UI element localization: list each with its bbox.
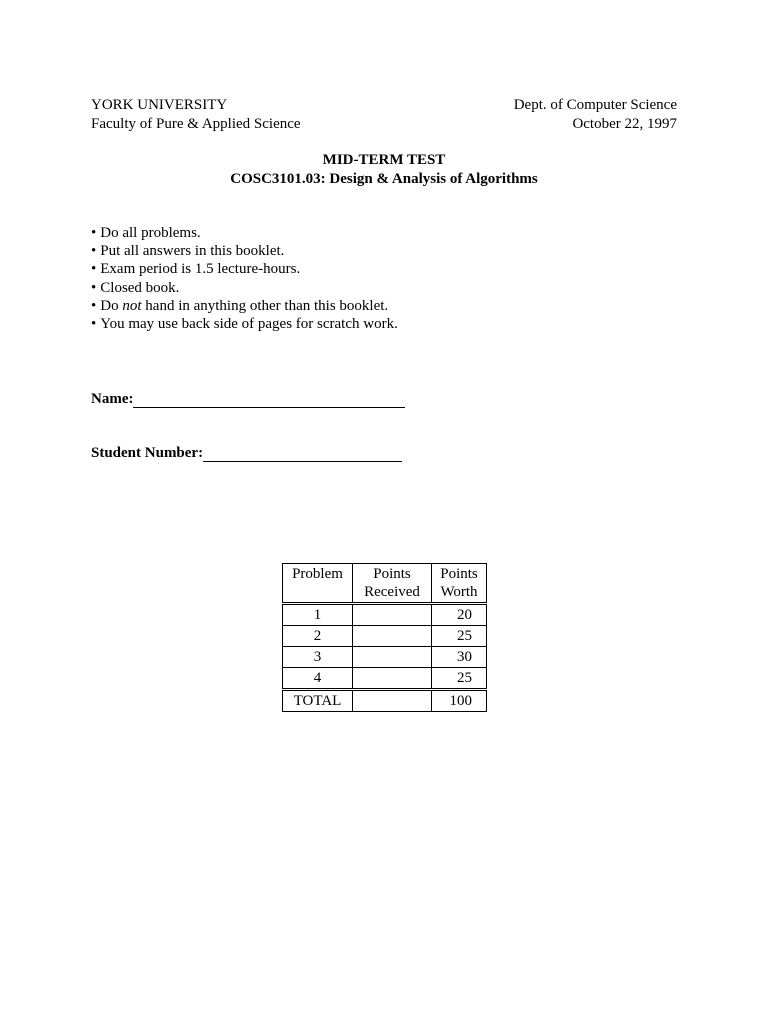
student-number-label: Student Number: <box>91 445 204 461</box>
exam-date: October 22, 1997 <box>572 116 677 132</box>
instruction-item: • Closed book. <box>91 279 180 296</box>
header-points-received: Points Received <box>353 564 432 604</box>
instruction-item: • You may use back side of pages for scratch work. <box>91 316 398 333</box>
table-row <box>283 647 487 668</box>
exam-title-block <box>0 151 768 189</box>
university-name: YORK UNIVERSITY <box>91 97 228 113</box>
name-label: Name: <box>91 391 134 407</box>
emphasis-text: not <box>122 297 142 314</box>
instruction-item: • Put all answers in this booklet. <box>91 243 285 260</box>
problem-number: 4 <box>283 668 353 690</box>
faculty-name: Faculty of Pure & Applied Science <box>91 116 301 132</box>
instruction-item: • Do all problems. <box>91 225 201 241</box>
bullet-icon: • <box>91 225 97 241</box>
score-table <box>282 563 487 712</box>
bullet-icon: • <box>91 261 97 278</box>
bullet-icon: • <box>91 316 97 333</box>
table-row <box>283 668 487 690</box>
problem-number: 3 <box>283 647 353 668</box>
instruction-item: • Do not hand in anything other than this booklet. <box>91 297 389 314</box>
department-name: Dept. of Computer Science <box>513 97 677 113</box>
points-received-cell[interactable] <box>353 626 432 647</box>
instruction-item: • Exam period is 1.5 lecture-hours. <box>91 261 301 278</box>
department-header <box>514 96 677 134</box>
course-title: COSC3101.03: Design & Analysis of Algorithms <box>230 171 538 187</box>
points-worth: 30 <box>432 647 487 668</box>
header-points-worth: Points Worth <box>432 564 487 604</box>
table-row <box>283 626 487 647</box>
exam-title: MID-TERM TEST <box>322 152 446 168</box>
total-received-cell[interactable] <box>353 690 432 712</box>
total-row <box>283 690 487 712</box>
name-field[interactable] <box>91 391 405 408</box>
instructions-list <box>91 224 398 333</box>
bullet-icon: • <box>91 279 97 296</box>
bullet-icon: • <box>91 297 97 314</box>
bullet-icon: • <box>91 243 97 260</box>
table-row <box>283 604 487 626</box>
total-label: TOTAL <box>283 690 353 712</box>
university-header <box>91 96 301 134</box>
name-blank-line[interactable] <box>133 393 405 408</box>
points-received-cell[interactable] <box>353 647 432 668</box>
total-worth: 100 <box>432 690 487 712</box>
points-worth: 25 <box>432 626 487 647</box>
header-problem: Problem <box>283 564 353 604</box>
score-table-header-row <box>283 564 487 604</box>
points-worth: 20 <box>432 604 487 626</box>
points-received-cell[interactable] <box>353 668 432 690</box>
points-worth: 25 <box>432 668 487 690</box>
points-received-cell[interactable] <box>353 604 432 626</box>
problem-number: 1 <box>283 604 353 626</box>
problem-number: 2 <box>283 626 353 647</box>
student-number-field[interactable] <box>91 445 402 462</box>
student-number-blank-line[interactable] <box>203 447 402 462</box>
